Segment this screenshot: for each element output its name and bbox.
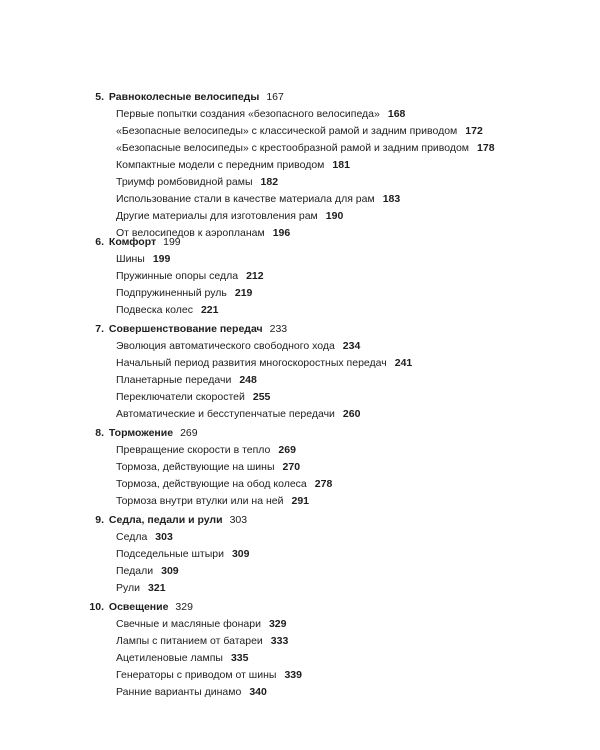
section-title: Рули	[116, 582, 141, 594]
chapter-page: 233	[269, 323, 288, 335]
chapter-heading	[84, 322, 287, 336]
section-page: 333	[270, 635, 289, 647]
section-entry	[116, 175, 278, 189]
section-title: Триумф ромбовидной рамы	[116, 176, 253, 188]
section-page: 339	[284, 669, 302, 681]
section-entry	[116, 494, 309, 508]
chapter-title: Комфорт	[108, 236, 157, 248]
section-entry	[116, 303, 218, 317]
section-title: Планетарные передачи	[116, 374, 232, 386]
section-title: Шины	[116, 253, 145, 265]
section-page: 309	[161, 565, 179, 577]
section-page: 181	[332, 159, 350, 171]
chapter-number: 10.	[89, 601, 104, 613]
section-entry	[116, 390, 270, 404]
section-title: Первые попытки создания «безопасного велосипеда»	[116, 108, 380, 120]
section-entry	[116, 339, 360, 353]
section-title: Другие материалы для изготовления рам	[116, 210, 318, 222]
section-title: Эволюция автоматического свободного хода	[116, 340, 335, 352]
section-page: 340	[249, 686, 267, 698]
chapter-number: 7.	[95, 323, 104, 335]
chapter-title: Седла, педали и рули	[108, 514, 223, 526]
chapter-page: 303	[229, 514, 248, 526]
section-title: Генераторы с приводом от шины	[116, 669, 277, 681]
section-page: 190	[325, 210, 344, 222]
section-page: 321	[148, 582, 166, 594]
chapter-title: Освещение	[108, 601, 169, 613]
section-title: Тормоза внутри втулки или на ней	[116, 495, 284, 507]
section-entry	[116, 373, 257, 387]
section-page: 260	[342, 408, 361, 420]
section-title: Начальный период развития многоскоростных передач	[116, 357, 387, 369]
section-page: 183	[382, 193, 401, 205]
section-entry	[116, 617, 286, 631]
section-title: Лампы с питанием от батареи	[116, 635, 263, 647]
chapter-heading	[84, 600, 193, 614]
section-title: Подпружиненный руль	[116, 287, 227, 299]
section-page: 303	[155, 531, 173, 543]
chapter-page: 167	[266, 91, 284, 103]
section-title: От велосипедов к аэропланам	[116, 227, 265, 239]
chapter-page: 329	[175, 601, 193, 613]
section-entry	[116, 269, 264, 283]
section-entry	[116, 460, 300, 474]
chapter-number: 6.	[95, 236, 104, 248]
section-page: 269	[278, 444, 296, 456]
section-page: 241	[394, 357, 413, 369]
chapter-number: 8.	[95, 427, 104, 439]
section-page: 291	[291, 495, 310, 507]
section-entry	[116, 286, 252, 300]
section-entry	[116, 124, 483, 138]
chapter-title: Равноколесные велосипеды	[108, 91, 260, 103]
chapter-title: Совершенствование передач	[108, 323, 263, 335]
section-entry	[116, 564, 179, 578]
section-page: 278	[314, 478, 333, 490]
section-title: Превращение скорости в тепло	[116, 444, 271, 456]
section-entry	[116, 252, 170, 266]
section-page: 248	[239, 374, 257, 386]
section-page: 172	[465, 125, 483, 137]
chapter-title: Торможение	[108, 427, 174, 439]
section-title: Подвеска колес	[116, 304, 193, 316]
chapter-page: 199	[163, 236, 181, 248]
section-entry	[116, 107, 405, 121]
section-entry	[116, 634, 288, 648]
section-page: 255	[252, 391, 271, 403]
chapter-heading	[84, 235, 181, 249]
section-title: Подседельные штыри	[116, 548, 224, 560]
chapter-heading	[84, 513, 247, 527]
section-page: 234	[342, 340, 361, 352]
section-title: Ацетиленовые лампы	[116, 652, 223, 664]
section-page: 335	[230, 652, 249, 664]
section-title: Свечные и масляные фонари	[116, 618, 261, 630]
section-title: Тормоза, действующие на шины	[116, 461, 275, 473]
section-entry	[116, 158, 350, 172]
chapter-number: 5.	[95, 91, 104, 103]
section-entry	[116, 530, 173, 544]
section-entry	[116, 668, 302, 682]
section-page: 309	[231, 548, 250, 560]
section-page: 212	[246, 270, 264, 282]
section-title: «Безопасные велосипеды» с крестообразной рамой и задним приводом	[116, 142, 470, 154]
section-page: 182	[260, 176, 279, 188]
section-title: Педали	[116, 565, 154, 577]
section-title: Использование стали в качестве материала для рам	[116, 193, 375, 205]
section-page: 270	[282, 461, 301, 473]
section-title: Пружинные опоры седла	[116, 270, 239, 282]
section-entry	[116, 209, 343, 223]
chapter-heading	[84, 90, 284, 104]
section-title: Автоматические и бесступенчатые передачи	[116, 408, 335, 420]
section-page: 168	[387, 108, 406, 120]
section-title: Переключатели скоростей	[116, 391, 245, 403]
section-title: Тормоза, действующие на обод колеса	[116, 478, 307, 490]
section-entry	[116, 651, 249, 665]
section-entry	[116, 192, 400, 206]
section-entry	[116, 685, 267, 699]
section-entry	[116, 443, 296, 457]
section-page: 178	[477, 142, 495, 154]
section-entry	[116, 407, 360, 421]
section-page: 219	[234, 287, 253, 299]
section-entry	[116, 356, 412, 370]
chapter-heading	[84, 426, 198, 440]
section-title: «Безопасные велосипеды» с классической рамой и задним приводом	[116, 125, 458, 137]
chapter-page: 269	[180, 427, 198, 439]
section-page: 196	[272, 227, 291, 239]
section-entry	[116, 141, 495, 155]
section-page: 221	[200, 304, 219, 316]
section-entry	[116, 477, 332, 491]
section-title: Седла	[116, 531, 148, 543]
section-title: Ранние варианты динамо	[116, 686, 242, 698]
section-entry	[116, 547, 249, 561]
section-entry	[116, 581, 166, 595]
chapter-number: 9.	[95, 514, 104, 526]
section-page: 199	[152, 253, 171, 265]
section-title: Компактные модели с передним приводом	[116, 159, 325, 171]
section-page: 329	[268, 618, 287, 630]
